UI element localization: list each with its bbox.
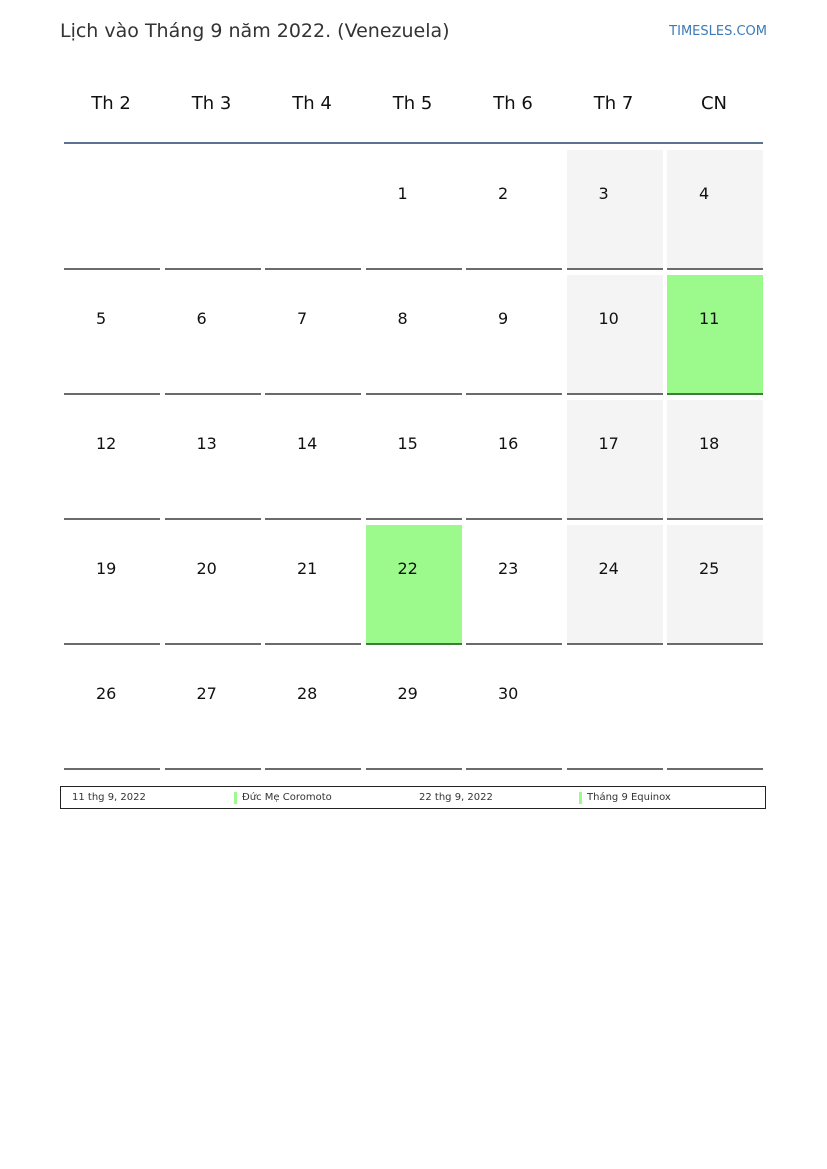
day-number: 20	[196, 559, 217, 578]
day-number: 11	[699, 309, 720, 328]
weekday-thu: Th 5	[392, 93, 433, 114]
empty-day-cell	[165, 150, 261, 270]
day-number: 8	[397, 309, 408, 328]
day-cell-13[interactable]	[165, 400, 261, 520]
day-cell-7[interactable]	[265, 275, 361, 395]
day-number: 14	[297, 434, 318, 453]
day-number: 4	[699, 184, 710, 203]
day-cell-22[interactable]	[366, 525, 462, 645]
day-number: 29	[397, 684, 418, 703]
day-cell-21[interactable]	[265, 525, 361, 645]
weekday-sun: CN	[700, 93, 728, 114]
day-cell-12[interactable]	[64, 400, 160, 520]
legend-date-2: 22 thg 9, 2022	[419, 792, 493, 803]
weekday-sat: Th 7	[593, 93, 634, 114]
day-cell-16[interactable]	[466, 400, 562, 520]
day-number: 9	[498, 309, 509, 328]
empty-day-cell	[64, 150, 160, 270]
brand-link[interactable]: TIMESLES.COM	[669, 24, 767, 39]
day-number: 25	[699, 559, 720, 578]
day-cell-27[interactable]	[165, 650, 261, 770]
day-number: 3	[598, 184, 609, 203]
empty-day-cell	[667, 650, 763, 770]
day-cell-23[interactable]	[466, 525, 562, 645]
empty-day-cell	[567, 650, 663, 770]
day-number: 13	[196, 434, 217, 453]
day-number: 27	[196, 684, 217, 703]
weekday-tue: Th 3	[191, 93, 232, 114]
day-number: 12	[96, 434, 117, 453]
day-number: 26	[96, 684, 117, 703]
legend-name-1: Đức Mẹ Coromoto	[242, 792, 332, 803]
day-number: 2	[498, 184, 509, 203]
day-cell-14[interactable]	[265, 400, 361, 520]
day-number: 6	[196, 309, 207, 328]
day-number: 28	[297, 684, 318, 703]
day-number: 5	[96, 309, 107, 328]
day-cell-24[interactable]	[567, 525, 663, 645]
day-number: 24	[598, 559, 619, 578]
day-number: 21	[297, 559, 318, 578]
day-number: 18	[699, 434, 720, 453]
day-number: 15	[397, 434, 418, 453]
day-cell-4[interactable]	[667, 150, 763, 270]
day-number: 10	[598, 309, 619, 328]
day-cell-10[interactable]	[567, 275, 663, 395]
legend-date-1: 11 thg 9, 2022	[72, 792, 146, 803]
day-cell-26[interactable]	[64, 650, 160, 770]
day-cell-30[interactable]	[466, 650, 562, 770]
day-cell-15[interactable]	[366, 400, 462, 520]
day-number: 22	[397, 559, 418, 578]
day-cell-19[interactable]	[64, 525, 160, 645]
day-cell-6[interactable]	[165, 275, 261, 395]
day-cell-8[interactable]	[366, 275, 462, 395]
day-number: 30	[498, 684, 519, 703]
day-number: 23	[498, 559, 519, 578]
day-cell-9[interactable]	[466, 275, 562, 395]
day-cell-3[interactable]	[567, 150, 663, 270]
day-number: 1	[397, 184, 408, 203]
weekday-fri: Th 6	[493, 93, 533, 114]
day-cell-11[interactable]	[667, 275, 763, 395]
holiday-legend	[60, 786, 766, 809]
day-number: 19	[96, 559, 117, 578]
day-cell-28[interactable]	[265, 650, 361, 770]
day-cell-18[interactable]	[667, 400, 763, 520]
day-cell-17[interactable]	[567, 400, 663, 520]
legend-name-2: Tháng 9 Equinox	[587, 792, 671, 803]
empty-day-cell	[265, 150, 361, 270]
weekday-wed: Th 4	[292, 93, 332, 114]
day-cell-5[interactable]	[64, 275, 160, 395]
day-cell-20[interactable]	[165, 525, 261, 645]
legend-marker-2	[579, 792, 582, 804]
day-number: 17	[598, 434, 619, 453]
day-number: 7	[297, 309, 308, 328]
page-title: Lịch vào Tháng 9 năm 2022. (Venezuela)	[60, 20, 450, 42]
weekday-mon: Th 2	[91, 93, 131, 114]
day-cell-2[interactable]	[466, 150, 562, 270]
legend-marker-1	[234, 792, 237, 804]
day-cell-25[interactable]	[667, 525, 763, 645]
day-cell-29[interactable]	[366, 650, 462, 770]
day-cell-1[interactable]	[366, 150, 462, 270]
day-number: 16	[498, 434, 519, 453]
